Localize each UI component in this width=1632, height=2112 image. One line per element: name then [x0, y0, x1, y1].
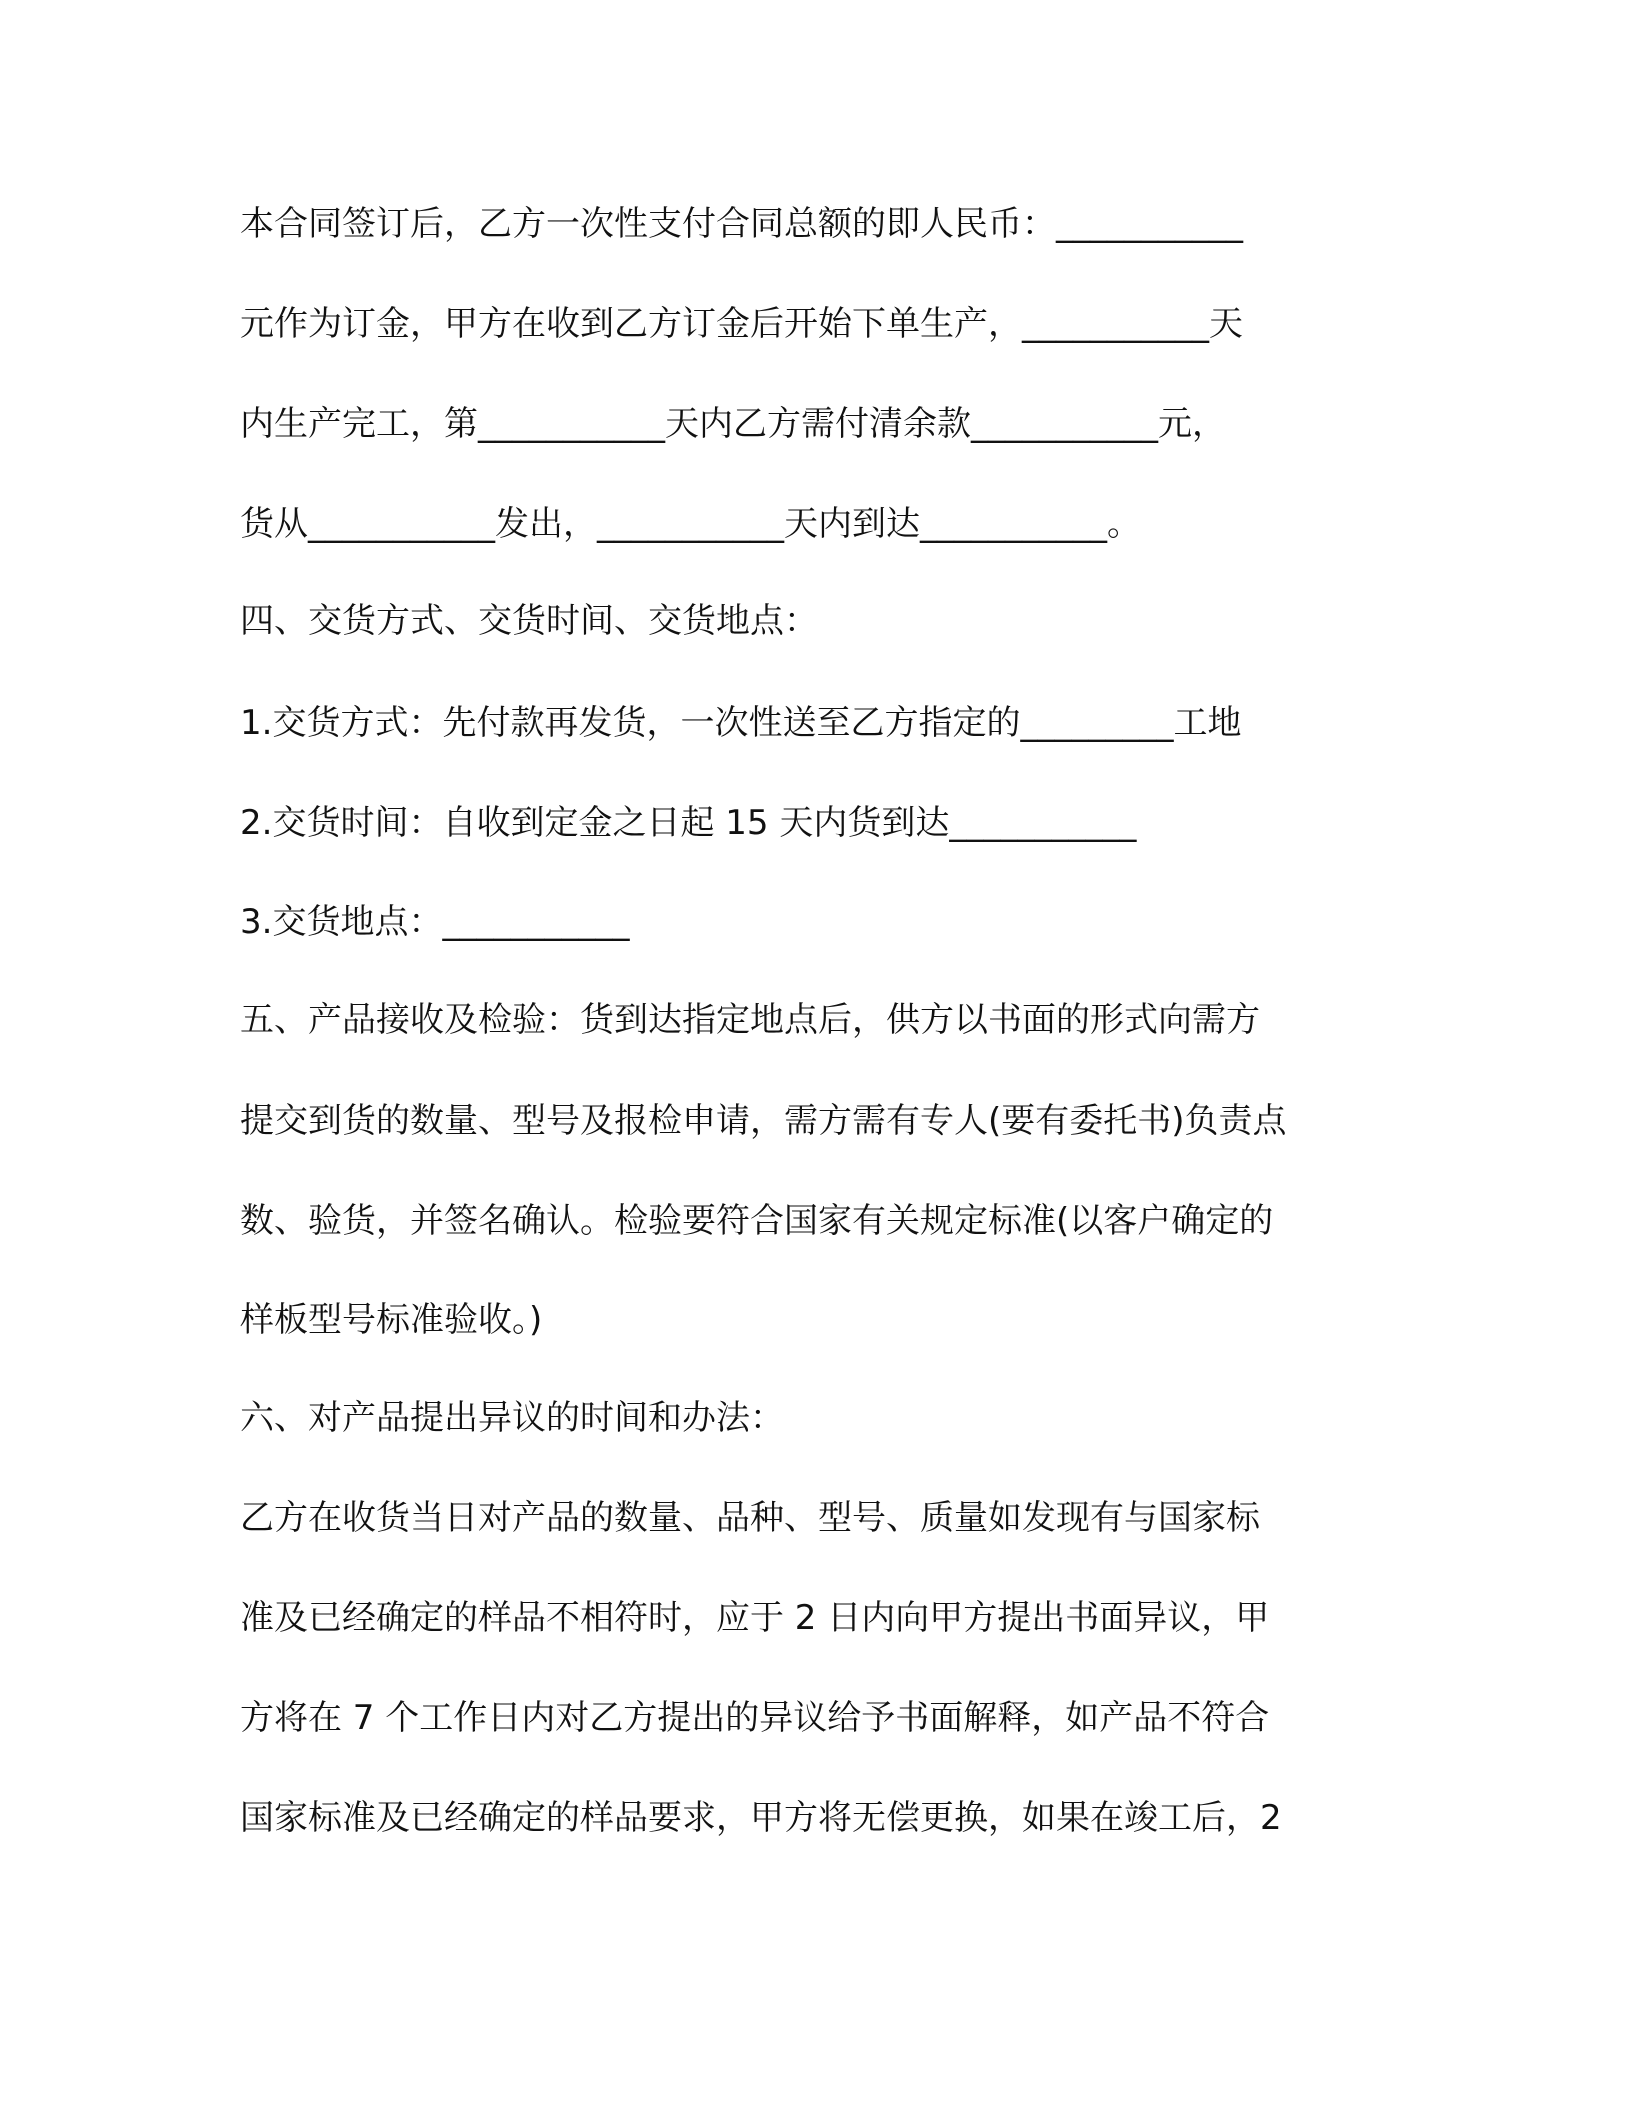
text-line: 内生产完工，第___________天内乙方需付清余款___________元， [240, 404, 1226, 444]
text-line: 货从___________发出，___________天内到达___________。 [240, 504, 1141, 544]
text-line: 元作为订金，甲方在收到乙方订金后开始下单生产，___________天 [240, 304, 1243, 344]
text-line: 提交到货的数量、型号及报检申请，需方需有专人(要有委托书)负责点 [240, 1101, 1287, 1141]
text-line: 本合同签订后，乙方一次性支付合同总额的即人民币：___________ [240, 204, 1243, 244]
text-line: 3.交货地点：___________ [240, 902, 630, 942]
text-line: 1.交货方式：先付款再发货，一次性送至乙方指定的_________工地 [240, 703, 1242, 743]
text-line: 2.交货时间：自收到定金之日起 15 天内货到达___________ [240, 803, 1137, 843]
text-line: 准及已经确定的样品不相符时，应于 2 日内向甲方提出书面异议，甲 [240, 1598, 1270, 1638]
text-line: 乙方在收货当日对产品的数量、品种、型号、质量如发现有与国家标 [240, 1498, 1260, 1538]
section-heading: 五、产品接收及检验：货到达指定地点后，供方以书面的形式向需方 [240, 1000, 1260, 1040]
section-heading: 四、交货方式、交货时间、交货地点： [240, 601, 818, 641]
text-line: 方将在 7 个工作日内对乙方提出的异议给予书面解释，如产品不符合 [240, 1698, 1270, 1738]
text-line: 数、验货，并签名确认。检验要符合国家有关规定标准(以客户确定的 [240, 1201, 1274, 1241]
section-heading: 六、对产品提出异议的时间和办法： [240, 1398, 784, 1438]
text-line: 国家标准及已经确定的样品要求，甲方将无偿更换，如果在竣工后，2 [240, 1798, 1282, 1838]
text-line: 样板型号标准验收。) [240, 1300, 543, 1340]
